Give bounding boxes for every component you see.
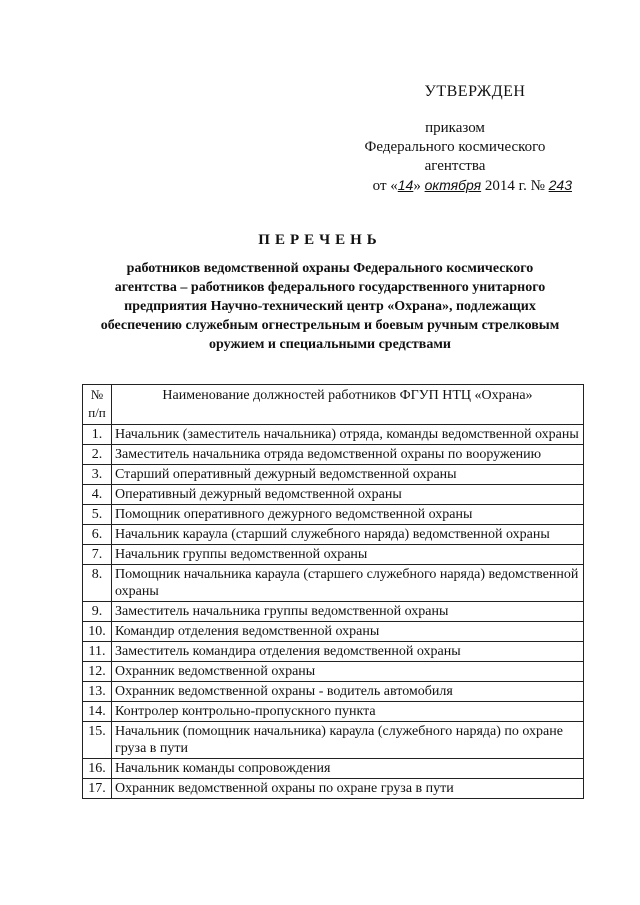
approval-gap <box>330 101 580 119</box>
row-num: 16. <box>83 759 112 779</box>
row-num: 3. <box>83 465 112 485</box>
table-row <box>83 642 584 662</box>
row-name: Начальник команды сопровождения <box>112 759 584 779</box>
date-month: октября <box>424 177 482 193</box>
table-row <box>83 759 584 779</box>
row-num: 15. <box>83 722 112 759</box>
approval-line-order: приказом <box>425 120 485 136</box>
table-row <box>83 722 584 759</box>
table-row <box>83 602 584 622</box>
row-name: Помощник оперативного дежурного ведомственной охраны <box>112 505 584 525</box>
table-row <box>83 622 584 642</box>
approval-line-agency-2: агентства <box>424 158 486 174</box>
table-row <box>83 779 584 799</box>
row-name: Начальник (помощник начальника) караула (служебного наряда) по охране груза в пути <box>112 722 584 759</box>
table-header-row <box>83 385 584 425</box>
approval-stamp <box>330 82 580 196</box>
date-day: 14 <box>397 177 414 193</box>
row-name: Охранник ведомственной охраны - водитель автомобиля <box>112 682 584 702</box>
row-num: 8. <box>83 565 112 602</box>
table-body <box>83 425 584 799</box>
row-num: 14. <box>83 702 112 722</box>
row-name: Начальник караула (старший служебного наряда) ведомственной охраны <box>112 525 584 545</box>
row-num: 13. <box>83 682 112 702</box>
row-num: 12. <box>83 662 112 682</box>
date-mid: » <box>413 178 425 194</box>
row-name: Заместитель командира отделения ведомственной охраны <box>112 642 584 662</box>
order-number: 243 <box>548 177 572 193</box>
row-name: Старший оперативный дежурный ведомственной охраны <box>112 465 584 485</box>
row-num: 1. <box>83 425 112 445</box>
row-name: Помощник начальника караула (старшего служебного наряда) ведомственной охраны <box>112 565 584 602</box>
table-row <box>83 425 584 445</box>
header-name: Наименование должностей работников ФГУП НТЦ «Охрана» <box>112 385 584 425</box>
table-row <box>83 485 584 505</box>
row-name: Оперативный дежурный ведомственной охраны <box>112 485 584 505</box>
table-row <box>83 445 584 465</box>
table-row <box>83 525 584 545</box>
row-name: Охранник ведомственной охраны <box>112 662 584 682</box>
row-name: Заместитель начальника отряда ведомственной охраны по вооружению <box>112 445 584 465</box>
table-row <box>83 682 584 702</box>
table-row <box>83 702 584 722</box>
table-row <box>83 505 584 525</box>
row-num: 5. <box>83 505 112 525</box>
row-name: Заместитель начальника группы ведомственной охраны <box>112 602 584 622</box>
row-num: 10. <box>83 622 112 642</box>
document-subtitle: работников ведомственной охраны Федерального космического агентства – работников федерального государственного унитарного предприятия Научно-технический центр «Охрана», подлежащих обеспечению служебным огнестрельным и боевым ручным стрелковым оружием и специальными средствами <box>100 261 560 352</box>
date-prefix: от « <box>372 178 398 194</box>
row-name: Начальник группы ведомственной охраны <box>112 545 584 565</box>
positions-table <box>82 384 584 799</box>
row-name: Контролер контрольно-пропускного пункта <box>112 702 584 722</box>
row-num: 6. <box>83 525 112 545</box>
row-num: 9. <box>83 602 112 622</box>
row-num: 11. <box>83 642 112 662</box>
row-name: Начальник (заместитель начальника) отряда, команды ведомственной охраны <box>112 425 584 445</box>
approval-line-agency: Федерального космического <box>364 139 546 155</box>
date-year: 2014 г. № <box>481 178 549 194</box>
approval-heading: УТВЕРЖДЕН <box>424 83 526 100</box>
table-row <box>83 545 584 565</box>
header-num: № п/п <box>83 385 112 425</box>
row-num: 4. <box>83 485 112 505</box>
row-num: 2. <box>83 445 112 465</box>
row-name: Командир отделения ведомственной охраны <box>112 622 584 642</box>
row-num: 7. <box>83 545 112 565</box>
row-num: 17. <box>83 779 112 799</box>
table-row <box>83 465 584 485</box>
approval-order-line <box>330 176 580 196</box>
row-name: Охранник ведомственной охраны по охране груза в пути <box>112 779 584 799</box>
table-row <box>83 662 584 682</box>
table-row <box>83 565 584 602</box>
document-title: ПЕРЕЧЕНЬ <box>258 232 382 248</box>
